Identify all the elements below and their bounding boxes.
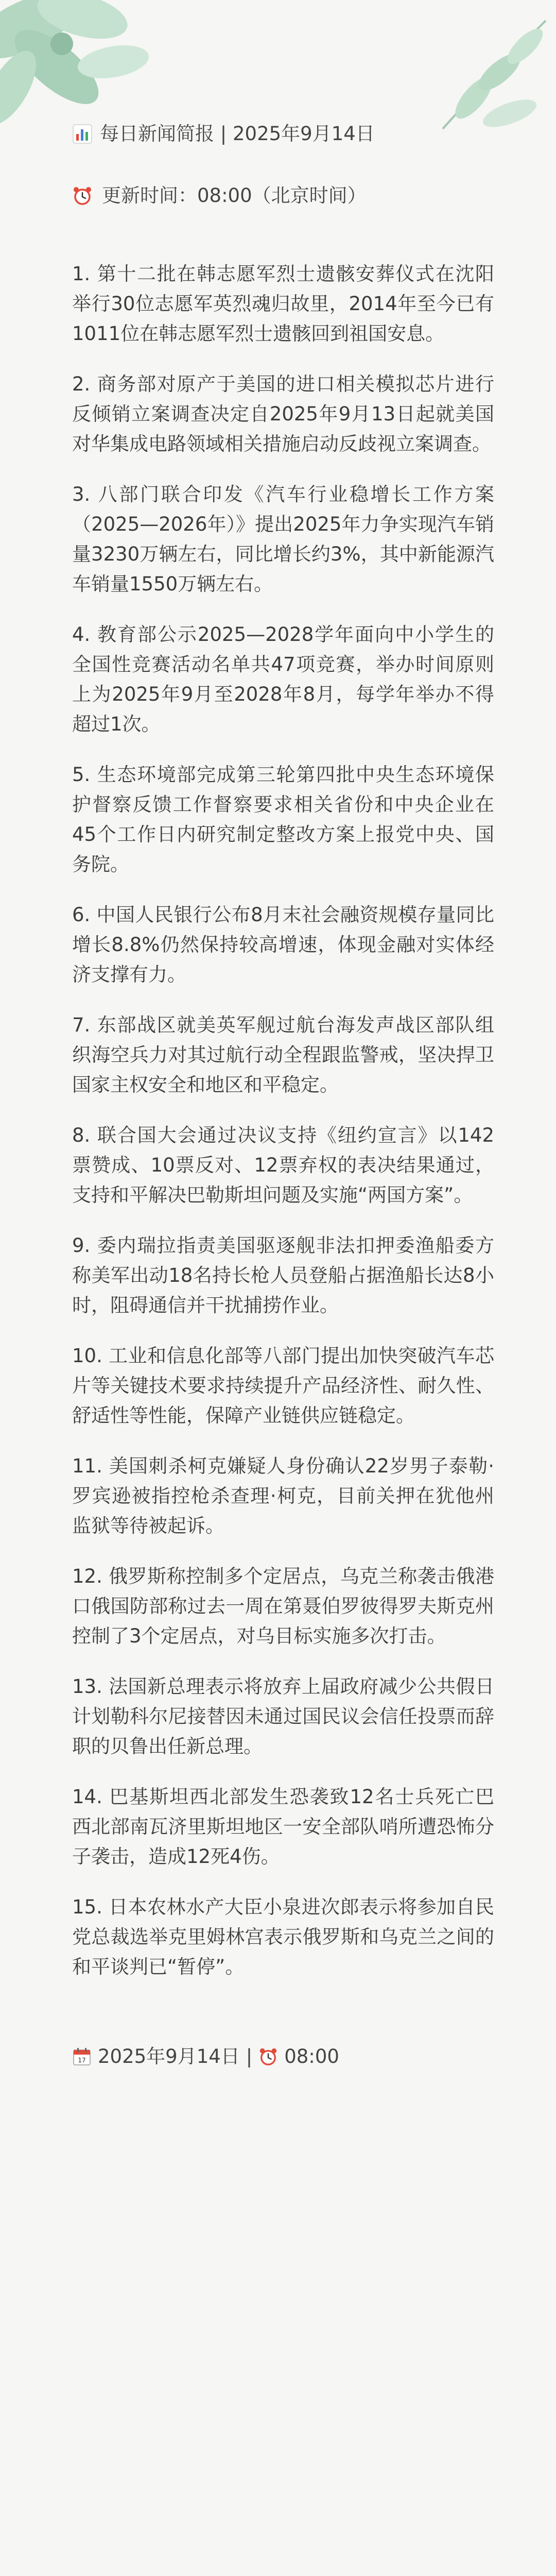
- bar-chart-icon: [72, 124, 93, 144]
- update-time-text: 更新时间：08:00（北京时间）: [102, 184, 367, 207]
- list-item: 11. 美国刺杀柯克嫌疑人身份确认22岁男子泰勒·罗宾逊被指控枪杀查理·柯克，目前关押在犹他州监狱等待被起诉。: [72, 1455, 494, 1537]
- list-item: 10. 工业和信息化部等八部门提出加快突破汽车芯片等关键技术要求持续提升产品经济性、耐久性、舒适性等性能，保障产业链供应链稳定。: [72, 1345, 494, 1427]
- list-item: 9. 委内瑞拉指责美国驱逐舰非法扣押委渔船委方称美军出动18名持长枪人员登船占据渔船长达8小时，阻碍通信并干扰捕捞作业。: [72, 1234, 494, 1316]
- footer-date: 2025年9月14日: [98, 2045, 240, 2067]
- alarm-clock-icon: [72, 185, 93, 206]
- news-content: [72, 121, 494, 2070]
- list-item: 14. 巴基斯坦西北部发生恐袭致12名士兵死亡巴西北部南瓦济里斯坦地区一安全部队哨所遭恐怖分子袭击，造成12死4伤。: [72, 1786, 494, 1868]
- calendar-icon: [72, 2047, 92, 2066]
- footer-time: 08:00: [284, 2045, 339, 2067]
- list-item: 1. 第十二批在韩志愿军烈士遗骸安葬仪式在沈阳举行30位志愿军英烈魂归故里，2014年至今已有1011位在韩志愿军烈士遗骸回到祖国安息。: [72, 263, 494, 345]
- update-time: [72, 183, 494, 209]
- list-item: 6. 中国人民银行公布8月末社会融资规模存量同比增长8.8%仍然保持较高增速，体现金融对实体经济支撑有力。: [72, 904, 494, 986]
- alarm-clock-icon: [258, 2047, 278, 2066]
- list-item: 2. 商务部对原产于美国的进口相关模拟芯片进行反倾销立案调查决定自2025年9月13日起就美国对华集成电路领域相关措施启动反歧视立案调查。: [72, 373, 494, 455]
- page-title: [72, 121, 494, 147]
- footer-date-time: [72, 2044, 494, 2070]
- page-title-text: 每日新闻简报 | 2025年9月14日: [100, 123, 375, 145]
- list-item: 8. 联合国大会通过决议支持《纽约宣言》以142票赞成、10票反对、12票弃权的表决结果通过，支持和平解决巴勒斯坦问题及实施“两国方案”。: [72, 1124, 494, 1206]
- list-item: 4. 教育部公示2025—2028学年面向中小学生的全国性竞赛活动名单共47项竞赛，举办时间原则上为2025年9月至2028年8月，每学年举办不得超过1次。: [72, 623, 494, 735]
- svg-text:17: 17: [78, 2057, 86, 2064]
- list-item: 13. 法国新总理表示将放弃上届政府减少公共假日计划勒科尔尼接替因未通过国民议会信任投票而辞职的贝鲁出任新总理。: [72, 1675, 494, 1757]
- list-item: 7. 东部战区就美英军舰过航台海发声战区部队组织海空兵力对其过航行动全程跟监警戒，坚决捍卫国家主权安全和地区和平稳定。: [72, 1014, 494, 1096]
- list-item: 5. 生态环境部完成第三轮第四批中央生态环境保护督察反馈工作督察要求相关省份和中央企业在45个工作日内研究制定整改方案上报党中央、国务院。: [72, 764, 494, 875]
- footer-separator: |: [246, 2045, 253, 2067]
- list-item: 12. 俄罗斯称控制多个定居点，乌克兰称袭击俄港口俄国防部称过去一周在第聂伯罗彼得罗夫斯克州控制了3个定居点，对乌目标实施多次打击。: [72, 1565, 494, 1647]
- list-item: 15. 日本农林水产大臣小泉进次郎表示将参加自民党总裁选举克里姆林宫表示俄罗斯和乌克兰之间的和平谈判已“暂停”。: [72, 1896, 494, 1978]
- news-list: [72, 259, 494, 1982]
- list-item: 3. 八部门联合印发《汽车行业稳增长工作方案（2025—2026年）》提出2025年力争实现汽车销量3230万辆左右，同比增长约3%，其中新能源汽车销量1550万辆左右。: [72, 483, 494, 595]
- decorative-succulent-bottom-right: [288, 2555, 556, 2576]
